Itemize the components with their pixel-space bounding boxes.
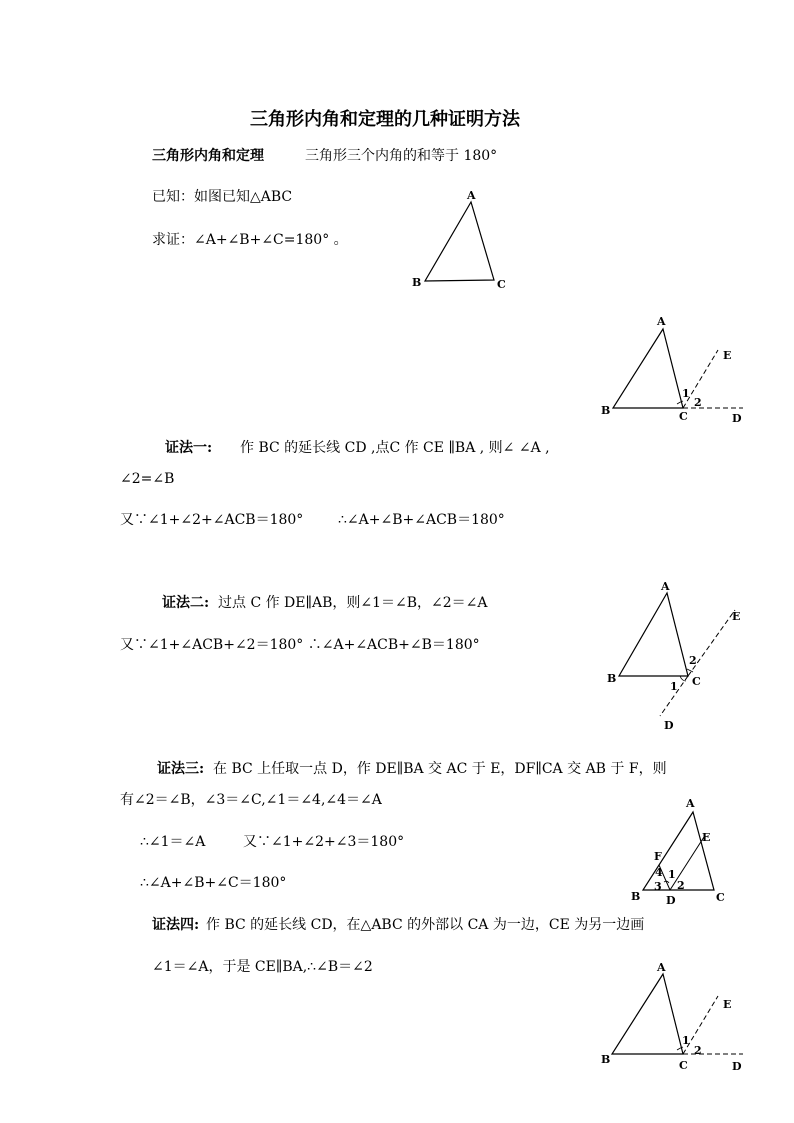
angle-1: 1 <box>670 680 678 693</box>
angle-1: 1 <box>682 1034 690 1047</box>
theorem-statement: 三角形三个内角的和等于 180° <box>305 148 498 164</box>
label-D: D <box>666 894 676 907</box>
label-A: A <box>661 580 670 593</box>
proof3-line3a: ∴∠1＝∠A <box>140 834 206 850</box>
prove-text: 求证：∠A+∠B+∠C=180° 。 <box>152 232 348 248</box>
label-E: E <box>723 998 732 1011</box>
angle-1: 1 <box>668 868 676 881</box>
proof1-line3b: ∴∠A+∠B+∠ACB＝180° <box>338 512 505 528</box>
proof1-line1: 作 BC 的延长线 CD ,点C 作 CE ∥BA , 则∠ ∠A , <box>240 440 550 456</box>
label-C: C <box>679 1059 688 1072</box>
angle-2: 2 <box>694 396 702 409</box>
label-F: F <box>654 850 662 863</box>
label-D: D <box>732 412 742 425</box>
proof2-line1: 过点 C 作 DE∥AB，则∠1＝∠B，∠2＝∠A <box>218 595 488 611</box>
proof3-line1: 在 BC 上任取一点 D，作 DE∥BA 交 AC 于 E，DF∥CA 交 AB 于 F，则 <box>213 761 667 777</box>
angle-4: 4 <box>655 866 663 879</box>
label-E: E <box>732 610 741 623</box>
label-A: A <box>657 315 666 328</box>
label-A: A <box>686 797 695 810</box>
proof1-line3a: 又∵∠1+∠2+∠ACB＝180° <box>120 512 304 528</box>
label-B: B <box>607 672 617 685</box>
label-D: D <box>732 1060 742 1073</box>
proof1-label: 证法一: <box>165 440 213 456</box>
label-A: A <box>467 189 476 202</box>
label-E: E <box>723 349 732 362</box>
angle-2: 2 <box>677 879 685 892</box>
proof4-line1: 作 BC 的延长线 CD，在△ABC 的外部以 CA 为一边，CE 为另一边画 <box>206 917 645 933</box>
proof1-figure <box>595 312 755 432</box>
proof3-label: 证法三: <box>157 761 205 777</box>
label-A: A <box>657 961 666 974</box>
proof4-line2: ∠1＝∠A，于是 CE∥BA,∴∠B＝∠2 <box>152 959 373 975</box>
proof2-line2: 又∵∠1+∠ACB+∠2＝180° ∴∠A+∠ACB+∠B＝180° <box>120 637 480 653</box>
proof2-figure <box>600 578 760 738</box>
theorem-name: 三角形内角和定理 <box>152 148 264 164</box>
proof3-line2: 有∠2＝∠B，∠3＝∠C,∠1＝∠4,∠4＝∠A <box>120 792 382 808</box>
label-E: E <box>702 831 711 844</box>
label-B: B <box>412 276 422 289</box>
proof4-figure <box>595 958 755 1078</box>
label-B: B <box>631 890 641 903</box>
angle-2: 2 <box>689 654 697 667</box>
proof3-line4: ∴∠A+∠B+∠C＝180° <box>140 875 287 891</box>
label-B: B <box>601 404 611 417</box>
label-C: C <box>497 278 506 291</box>
label-C: C <box>679 410 688 423</box>
label-C: C <box>692 675 701 688</box>
angle-3: 3 <box>654 880 662 893</box>
label-D: D <box>664 719 674 732</box>
proof2-label: 证法二: <box>162 595 210 611</box>
angle-1: 1 <box>682 387 690 400</box>
triangle-figure <box>405 188 525 298</box>
proof1-line2: ∠2=∠B <box>120 471 175 487</box>
proof3-figure <box>622 794 742 909</box>
page-title: 三角形内角和定理的几种证明方法 <box>250 109 520 130</box>
proof4-label: 证法四: <box>152 917 200 933</box>
label-C: C <box>716 891 725 904</box>
given-text: 已知：如图已知△ABC <box>152 189 293 205</box>
angle-2: 2 <box>694 1044 702 1057</box>
label-B: B <box>601 1053 611 1066</box>
proof3-line3b: 又∵∠1+∠2+∠3＝180° <box>243 834 405 850</box>
